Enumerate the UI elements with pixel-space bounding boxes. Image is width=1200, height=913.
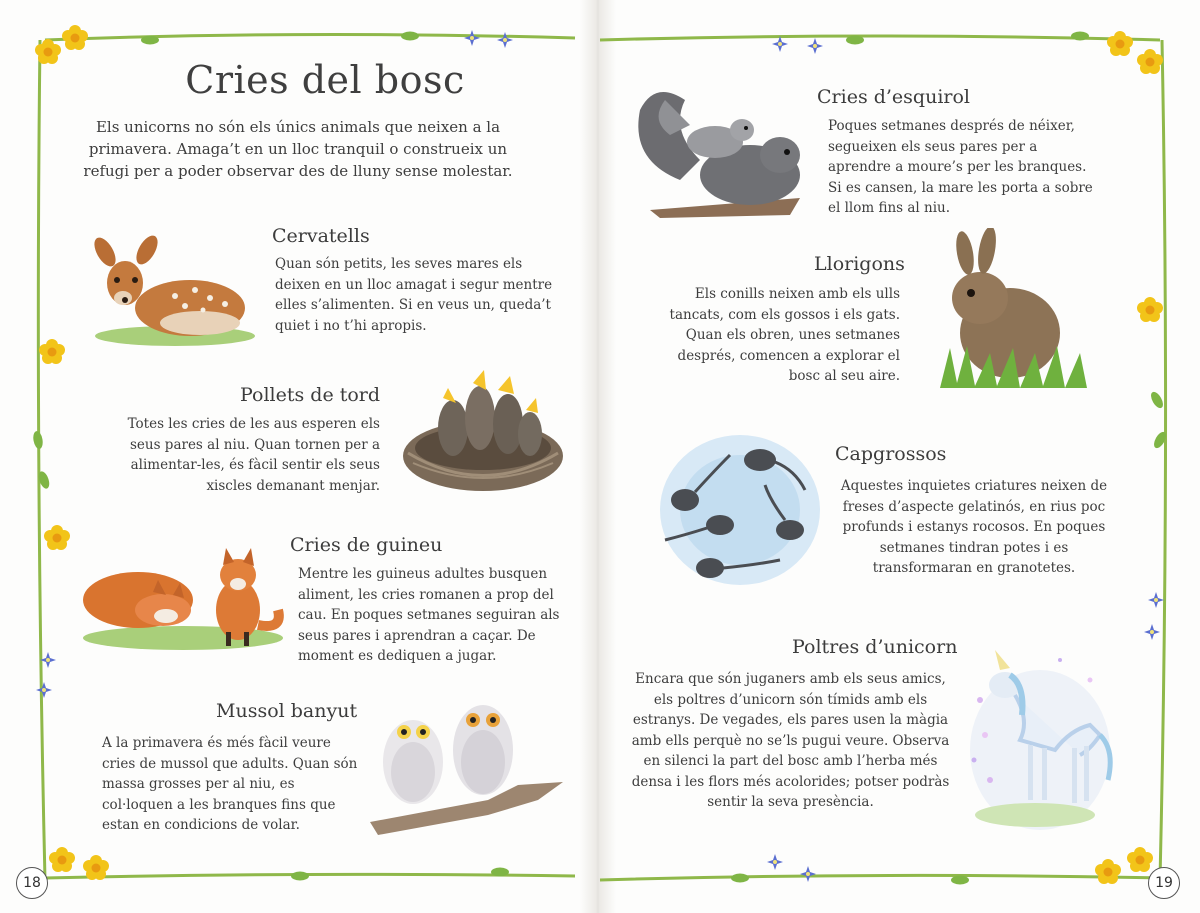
horned-owlets-illustration xyxy=(368,690,568,838)
fox-cubs-illustration xyxy=(78,540,288,655)
unicorn-foal-illustration xyxy=(960,640,1120,835)
section-heading: Pollets de tord xyxy=(240,384,381,406)
section-heading: Cries de guineu xyxy=(290,534,443,556)
section-heading: Cries d’esquirol xyxy=(817,86,971,108)
section-text: Encara que són juganers amb els seus amics, els poltres d’unicorn són tímids amb els estranys. De vegades, els pares usen la màgia amb ells perquè no se’ls pugui veure. Observa en silenci la part del bosc amb l’herba més densa i les flors més acolorides; potser podràs sentir la seva presència. xyxy=(631,671,950,810)
section-heading: Llorigons xyxy=(814,253,905,275)
section-heading: Mussol banyut xyxy=(216,700,358,722)
section-text: Totes les cries de les aus esperen els seus pares al niu. Quan tornen per a alimentar-les, és fàcil sentir els seus xiscles demanant menjar. xyxy=(127,416,380,494)
section-text: Els conills neixen amb els ulls tancats, com els gossos i els gats. Quan els obren, unes setmanes després, comencen a explorar el bosc al seu aire. xyxy=(669,286,900,384)
section-heading: Poltres d’unicorn xyxy=(792,636,958,658)
squirrel-illustration xyxy=(630,80,810,220)
section-text: A la primavera és més fàcil veure cries de mussol que adults. Quan són massa grosses per al niu, es col·loquen a les branques fins que estan en condicions de volar. xyxy=(102,735,358,833)
thrush-nest-illustration xyxy=(398,358,568,498)
section-text: Quan són petits, les seves mares els deixen en un lloc amagat i segur mentre elles s’alimenten. Si en veus un, queda’t quiet i no t’hi apropis. xyxy=(275,256,553,334)
section-text: Poques setmanes després de néixer, segueixen els seus pares per a aprendre a moure’s per les branques. Si es cansen, la mare les porta a sobre el llom fins al niu. xyxy=(828,118,1093,216)
fawn-illustration xyxy=(85,228,255,353)
page-number-right: 19 xyxy=(1148,867,1180,899)
page-title: Cries del bosc xyxy=(185,58,465,102)
section-heading: Cervatells xyxy=(272,225,370,247)
baby-rabbit-illustration xyxy=(935,228,1095,393)
intro-paragraph: Els unicorns no són els únics animals que neixen a la primavera. Amaga’t en un lloc tranquil o construeix un refugi per a poder observar des de lluny sense molestar. xyxy=(83,118,513,180)
section-text: Aquestes inquietes criatures neixen de freses d’aspecte gelatinós, en rius poc profunds i estanys rocosos. En poques setmanes tindran potes i es transformaran en granotetes. xyxy=(840,478,1108,576)
section-heading: Capgrossos xyxy=(835,443,947,465)
tadpoles-illustration xyxy=(655,430,825,590)
page-number-left: 18 xyxy=(16,867,48,899)
section-text: Mentre les guineus adultes busquen aliment, les cries romanen a prop del cau. En poques setmanes seguiran als seus pares i aprendran a caçar. De moment es dediquen a jugar. xyxy=(298,566,560,664)
